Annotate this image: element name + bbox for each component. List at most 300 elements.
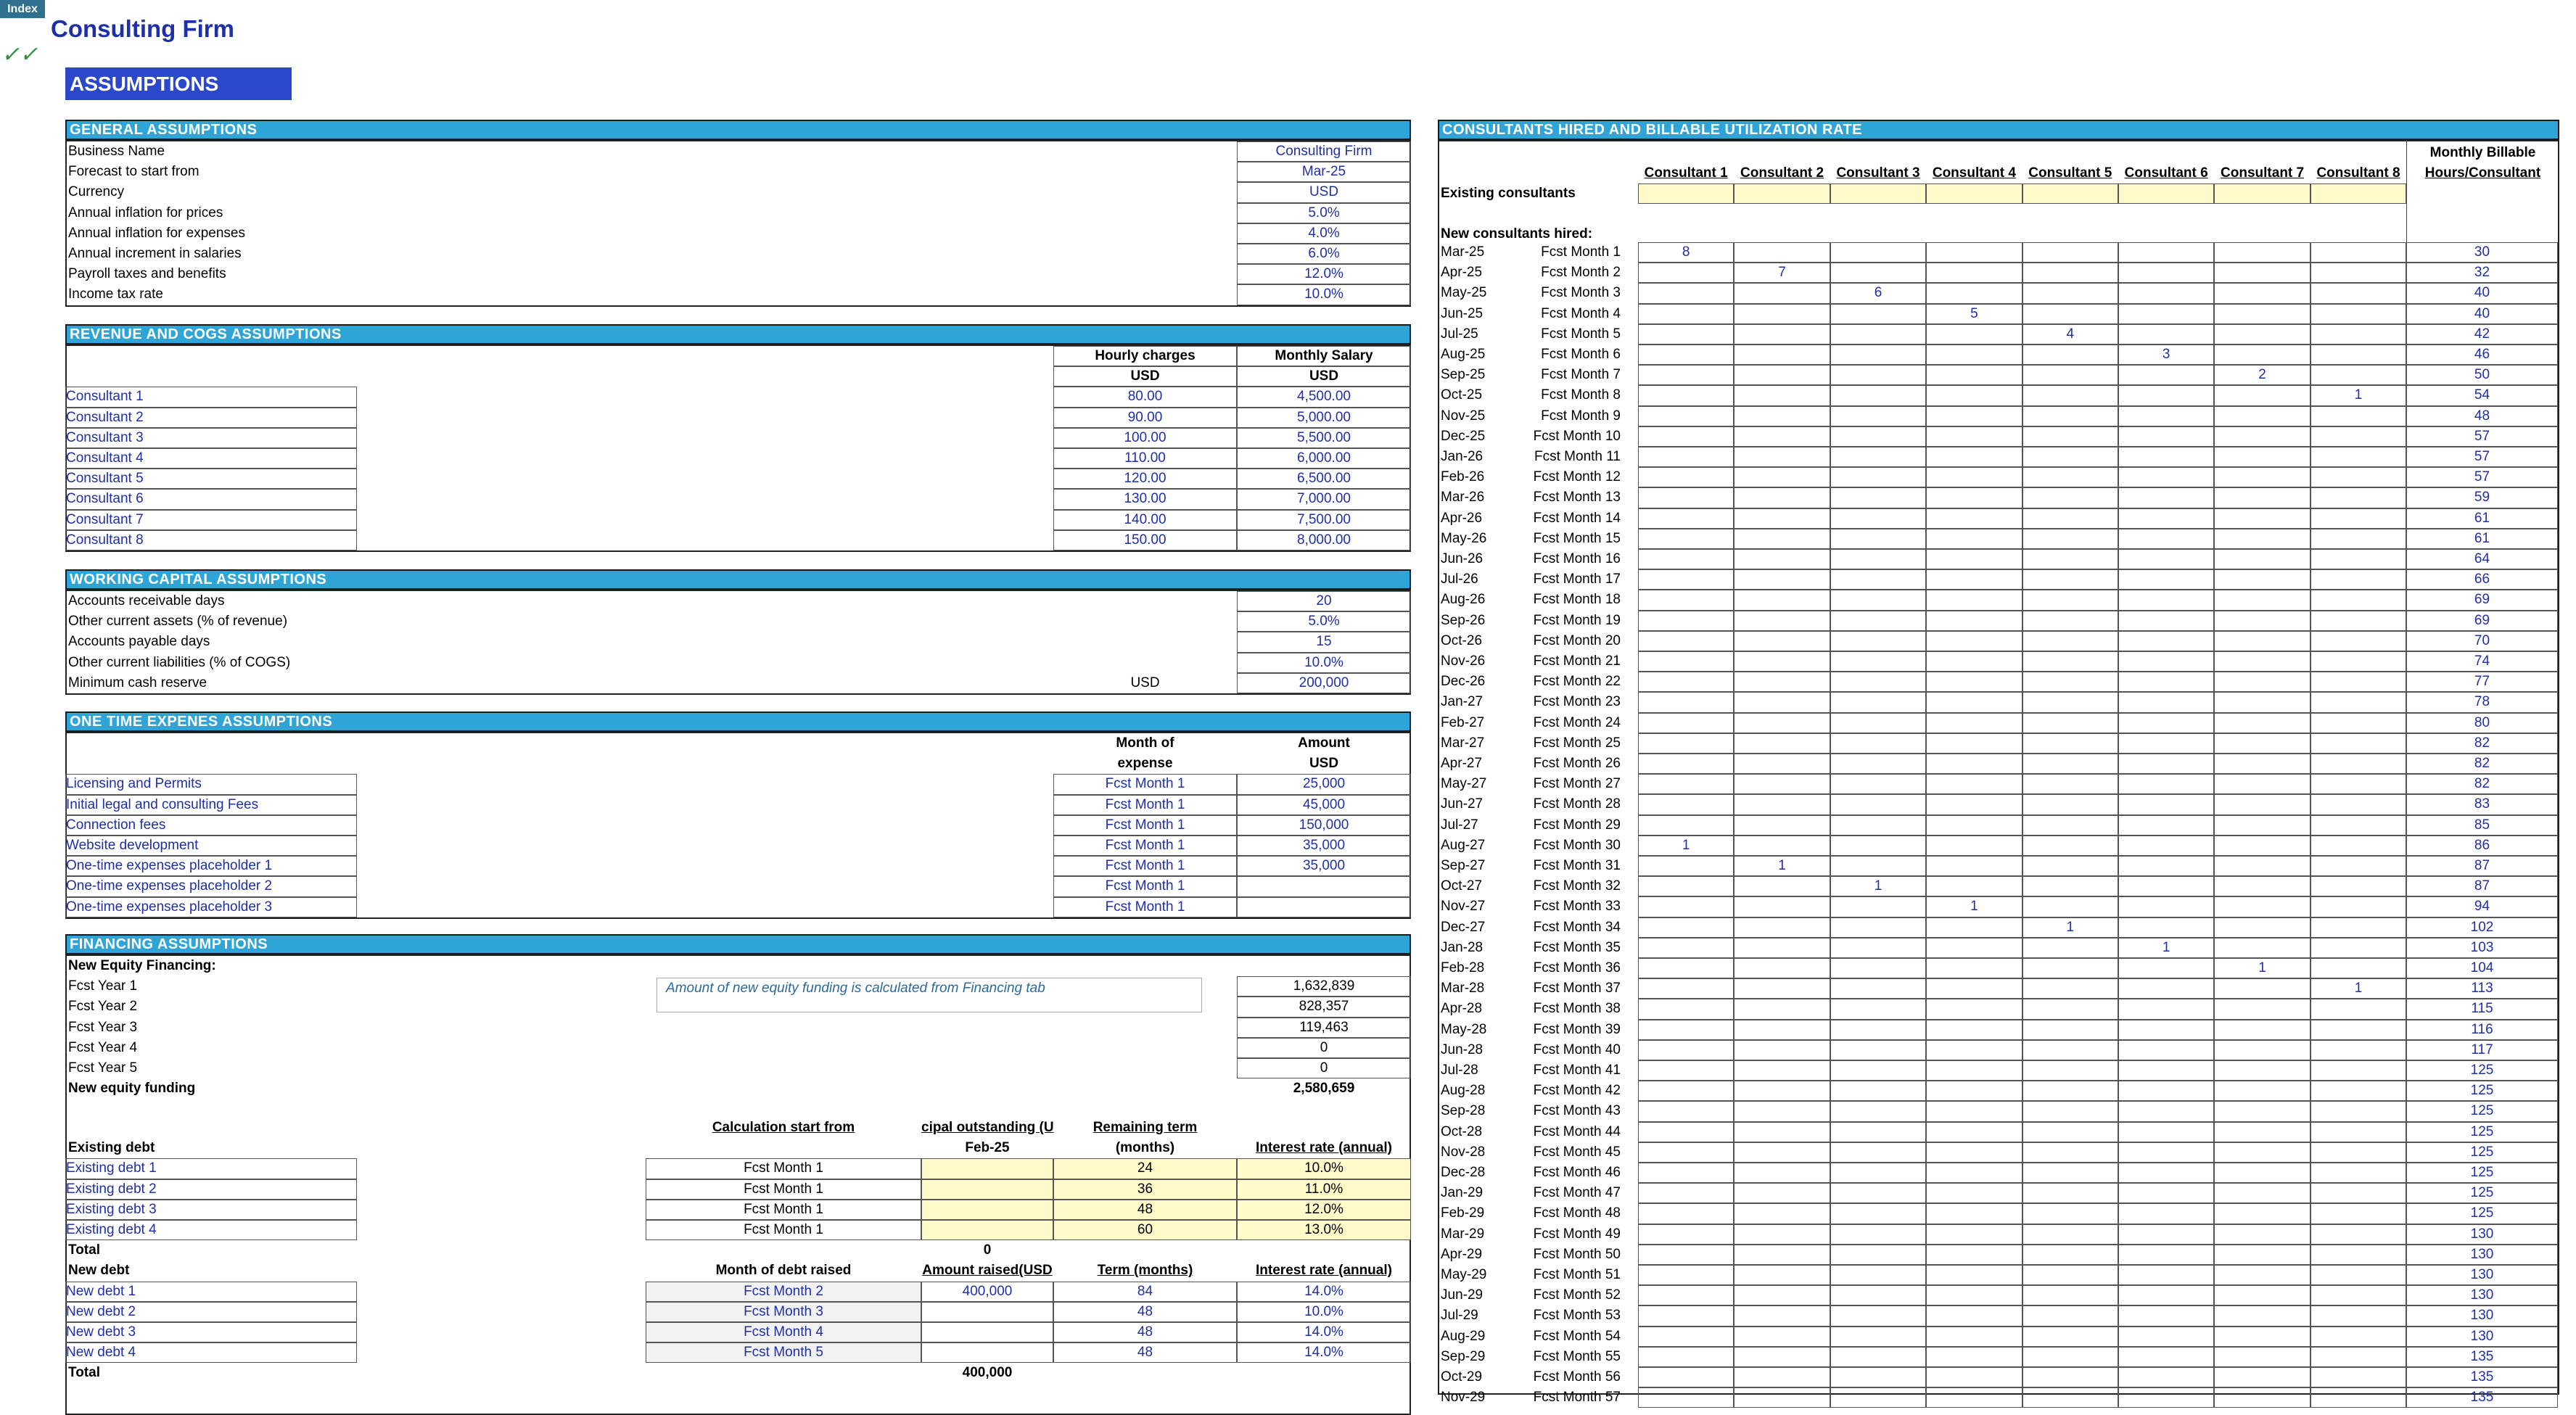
- consultant-hire-field[interactable]: [1734, 958, 1830, 978]
- consultant-hire-field[interactable]: [1638, 692, 1734, 712]
- consultant-hire-field[interactable]: [2022, 1040, 2118, 1060]
- new-debt-month-field[interactable]: Fcst Month 3: [646, 1302, 921, 1322]
- consultant-hire-field[interactable]: [1734, 815, 1830, 836]
- consultant-hire-field[interactable]: [1638, 1163, 1734, 1183]
- consultant-hire-field[interactable]: 3: [2118, 345, 2214, 365]
- consultant-hire-field[interactable]: [2022, 631, 2118, 651]
- billable-hours-field[interactable]: 61: [2406, 529, 2558, 549]
- consultant-hire-field[interactable]: [1830, 569, 1926, 590]
- consultant-hire-field[interactable]: [2214, 1142, 2310, 1163]
- consultant-hire-field[interactable]: [2310, 426, 2406, 447]
- consultant-hire-field[interactable]: [1638, 508, 1734, 529]
- consultant-hire-field[interactable]: [1734, 1245, 1830, 1265]
- consultant-hire-field[interactable]: [2118, 794, 2214, 814]
- consultant-hire-field[interactable]: [2214, 876, 2310, 896]
- consultant-hire-field[interactable]: [1734, 508, 1830, 529]
- consultant-hire-field[interactable]: [2118, 836, 2214, 856]
- consultant-hire-field[interactable]: [2214, 1327, 2310, 1347]
- consultant-hire-field[interactable]: [2118, 651, 2214, 672]
- consultant-hire-field[interactable]: [1734, 917, 1830, 938]
- consultant-hire-field[interactable]: [2214, 406, 2310, 426]
- billable-hours-field[interactable]: 130: [2406, 1224, 2558, 1245]
- consultant-hire-field[interactable]: [2310, 467, 2406, 487]
- consultant-hire-field[interactable]: [2118, 1101, 2214, 1121]
- consultant-hire-field[interactable]: [1830, 1265, 1926, 1285]
- consultant-hire-field[interactable]: [2022, 1081, 2118, 1101]
- consultant-hire-field[interactable]: [1734, 754, 1830, 774]
- hourly-charge-field[interactable]: 100.00: [1053, 428, 1237, 448]
- consultant-hire-field[interactable]: [2118, 1060, 2214, 1081]
- existing-debt-principal-field[interactable]: [921, 1220, 1053, 1240]
- consultant-hire-field[interactable]: [1638, 1347, 1734, 1367]
- consultant-hire-field[interactable]: [2214, 1040, 2310, 1060]
- consultant-hire-field[interactable]: [2310, 611, 2406, 631]
- consultant-hire-field[interactable]: [2214, 283, 2310, 303]
- consultant-hire-field[interactable]: [2118, 999, 2214, 1019]
- consultant-hire-field[interactable]: [2118, 590, 2214, 610]
- consultant-hire-field[interactable]: [1830, 978, 1926, 999]
- billable-hours-field[interactable]: 82: [2406, 733, 2558, 754]
- consultant-hire-field[interactable]: [1638, 733, 1734, 754]
- consultant-hire-field[interactable]: [2118, 1203, 2214, 1224]
- consultant-hire-field[interactable]: [2310, 856, 2406, 876]
- consultant-hire-field[interactable]: [1638, 529, 1734, 549]
- existing-consultant-field[interactable]: [1734, 183, 1830, 204]
- consultant-hire-field[interactable]: [1830, 1387, 1926, 1408]
- expense-month-field[interactable]: Fcst Month 1: [1053, 774, 1237, 794]
- consultant-hire-field[interactable]: [1734, 713, 1830, 733]
- billable-hours-field[interactable]: 116: [2406, 1020, 2558, 1040]
- consultant-hire-field[interactable]: [1638, 1367, 1734, 1387]
- consultant-hire-field[interactable]: [2214, 1245, 2310, 1265]
- consultant-hire-field[interactable]: [1926, 426, 2022, 447]
- billable-hours-field[interactable]: 130: [2406, 1285, 2558, 1305]
- existing-debt-rate-field[interactable]: 10.0%: [1237, 1158, 1411, 1179]
- consultant-hire-field[interactable]: [1830, 774, 1926, 794]
- consultant-hire-field[interactable]: [1830, 713, 1926, 733]
- consultant-hire-field[interactable]: [2118, 426, 2214, 447]
- consultant-hire-field[interactable]: [2310, 447, 2406, 467]
- billable-hours-field[interactable]: 130: [2406, 1265, 2558, 1285]
- monthly-salary-field[interactable]: 6,500.00: [1237, 469, 1411, 489]
- consultant-hire-field[interactable]: [2118, 958, 2214, 978]
- consultant-hire-field[interactable]: [1830, 345, 1926, 365]
- billable-hours-field[interactable]: 78: [2406, 692, 2558, 712]
- consultant-hire-field[interactable]: [2118, 447, 2214, 467]
- consultant-hire-field[interactable]: [1830, 896, 1926, 917]
- consultant-hire-field[interactable]: [2118, 1387, 2214, 1408]
- consultant-hire-field[interactable]: [1830, 631, 1926, 651]
- consultant-hire-field[interactable]: [2214, 754, 2310, 774]
- consultant-hire-field[interactable]: [1638, 1142, 1734, 1163]
- billable-hours-field[interactable]: 130: [2406, 1327, 2558, 1347]
- consultant-hire-field[interactable]: [2214, 815, 2310, 836]
- consultant-hire-field[interactable]: [1734, 242, 1830, 263]
- monthly-salary-field[interactable]: 6,000.00: [1237, 448, 1411, 469]
- consultant-hire-field[interactable]: [1926, 365, 2022, 385]
- hourly-charge-field[interactable]: 150.00: [1053, 530, 1237, 550]
- existing-debt-rate-field[interactable]: 12.0%: [1237, 1200, 1411, 1220]
- consultant-hire-field[interactable]: [2118, 508, 2214, 529]
- monthly-salary-field[interactable]: 5,500.00: [1237, 428, 1411, 448]
- consultant-hire-field[interactable]: [1926, 1347, 2022, 1367]
- consultant-hire-field[interactable]: [2214, 733, 2310, 754]
- consultant-hire-field[interactable]: [1734, 692, 1830, 712]
- consultant-hire-field[interactable]: [2310, 549, 2406, 569]
- billable-hours-field[interactable]: 64: [2406, 549, 2558, 569]
- billable-hours-field[interactable]: 54: [2406, 385, 2558, 405]
- consultant-hire-field[interactable]: [2310, 263, 2406, 283]
- consultant-hire-field[interactable]: [1638, 876, 1734, 896]
- consultant-hire-field[interactable]: [1638, 978, 1734, 999]
- consultant-hire-field[interactable]: [2214, 774, 2310, 794]
- general-row-value-field[interactable]: Mar-25: [1237, 162, 1411, 182]
- consultant-hire-field[interactable]: [2214, 447, 2310, 467]
- consultant-hire-field[interactable]: [2214, 1183, 2310, 1203]
- expense-month-field[interactable]: Fcst Month 1: [1053, 836, 1237, 856]
- existing-debt-principal-field[interactable]: [921, 1158, 1053, 1179]
- consultant-hire-field[interactable]: [2310, 1142, 2406, 1163]
- consultant-hire-field[interactable]: [1638, 385, 1734, 405]
- consultant-hire-field[interactable]: [2118, 1163, 2214, 1183]
- consultant-hire-field[interactable]: [1734, 1183, 1830, 1203]
- billable-hours-field[interactable]: 70: [2406, 631, 2558, 651]
- consultant-hire-field[interactable]: [2310, 345, 2406, 365]
- consultant-hire-field[interactable]: [1926, 1305, 2022, 1326]
- existing-debt-rate-field[interactable]: 11.0%: [1237, 1179, 1411, 1200]
- consultant-hire-field[interactable]: [1830, 1163, 1926, 1183]
- consultant-hire-field[interactable]: [2022, 1183, 2118, 1203]
- consultant-hire-field[interactable]: [2118, 917, 2214, 938]
- consultant-hire-field[interactable]: [2310, 1122, 2406, 1142]
- consultant-hire-field[interactable]: [1926, 324, 2022, 345]
- consultant-hire-field[interactable]: [1926, 611, 2022, 631]
- consultant-hire-field[interactable]: [2214, 1387, 2310, 1408]
- consultant-hire-field[interactable]: [2310, 406, 2406, 426]
- consultant-hire-field[interactable]: [1638, 1245, 1734, 1265]
- consultant-hire-field[interactable]: [1926, 1163, 2022, 1183]
- consultant-hire-field[interactable]: [2022, 263, 2118, 283]
- expense-amount-field[interactable]: [1237, 897, 1411, 917]
- consultant-hire-field[interactable]: [1734, 283, 1830, 303]
- consultant-hire-field[interactable]: [2214, 651, 2310, 672]
- consultant-hire-field[interactable]: [2118, 1142, 2214, 1163]
- consultant-hire-field[interactable]: [1638, 713, 1734, 733]
- billable-hours-field[interactable]: 87: [2406, 856, 2558, 876]
- consultant-hire-field[interactable]: [1638, 611, 1734, 631]
- consultant-hire-field[interactable]: [1734, 1387, 1830, 1408]
- consultant-hire-field[interactable]: [2310, 1367, 2406, 1387]
- consultant-hire-field[interactable]: [1734, 672, 1830, 692]
- consultant-hire-field[interactable]: [1926, 1387, 2022, 1408]
- billable-hours-field[interactable]: 130: [2406, 1245, 2558, 1265]
- consultant-hire-field[interactable]: 1: [2310, 978, 2406, 999]
- new-debt-term-field[interactable]: 48: [1053, 1342, 1237, 1363]
- billable-hours-field[interactable]: 57: [2406, 467, 2558, 487]
- consultant-hire-field[interactable]: [2214, 1265, 2310, 1285]
- new-debt-term-field[interactable]: 84: [1053, 1282, 1237, 1302]
- billable-hours-field[interactable]: 50: [2406, 365, 2558, 385]
- consultant-hire-field[interactable]: [1638, 999, 1734, 1019]
- consultant-hire-field[interactable]: [1734, 1020, 1830, 1040]
- consultant-hire-field[interactable]: [1734, 304, 1830, 324]
- consultant-hire-field[interactable]: [2022, 978, 2118, 999]
- consultant-hire-field[interactable]: [2118, 692, 2214, 712]
- consultant-hire-field[interactable]: [2118, 1081, 2214, 1101]
- monthly-salary-field[interactable]: 7,000.00: [1237, 489, 1411, 509]
- consultant-hire-field[interactable]: [2022, 713, 2118, 733]
- consultant-hire-field[interactable]: [2022, 1265, 2118, 1285]
- consultant-hire-field[interactable]: [2022, 1224, 2118, 1245]
- consultant-hire-field[interactable]: [1926, 467, 2022, 487]
- consultant-hire-field[interactable]: [2310, 1347, 2406, 1367]
- consultant-hire-field[interactable]: [1734, 569, 1830, 590]
- consultant-hire-field[interactable]: 1: [1830, 876, 1926, 896]
- consultant-hire-field[interactable]: [1926, 1203, 2022, 1224]
- consultant-hire-field[interactable]: [1734, 406, 1830, 426]
- new-debt-rate-field[interactable]: 14.0%: [1237, 1322, 1411, 1342]
- consultant-hire-field[interactable]: [1734, 836, 1830, 856]
- existing-debt-rate-field[interactable]: 13.0%: [1237, 1220, 1411, 1240]
- consultant-hire-field[interactable]: [2118, 733, 2214, 754]
- consultant-hire-field[interactable]: [2214, 631, 2310, 651]
- consultant-hire-field[interactable]: [1734, 1367, 1830, 1387]
- consultant-hire-field[interactable]: [1734, 487, 1830, 508]
- consultant-hire-field[interactable]: [1926, 1040, 2022, 1060]
- consultant-hire-field[interactable]: [1830, 1203, 1926, 1224]
- monthly-salary-field[interactable]: 7,500.00: [1237, 510, 1411, 530]
- consultant-hire-field[interactable]: [1830, 836, 1926, 856]
- consultant-hire-field[interactable]: [2310, 754, 2406, 774]
- consultant-hire-field[interactable]: [2310, 1203, 2406, 1224]
- consultant-hire-field[interactable]: [1830, 1183, 1926, 1203]
- consultant-hire-field[interactable]: [2022, 1327, 2118, 1347]
- consultant-hire-field[interactable]: [2118, 365, 2214, 385]
- consultant-hire-field[interactable]: [2118, 631, 2214, 651]
- consultant-hire-field[interactable]: [2310, 876, 2406, 896]
- consultant-hire-field[interactable]: [2310, 569, 2406, 590]
- billable-hours-field[interactable]: 103: [2406, 938, 2558, 958]
- consultant-hire-field[interactable]: [1926, 345, 2022, 365]
- consultant-hire-field[interactable]: 1: [2022, 917, 2118, 938]
- consultant-hire-field[interactable]: [2022, 1387, 2118, 1408]
- consultant-hire-field[interactable]: [2118, 549, 2214, 569]
- new-debt-rate-field[interactable]: 14.0%: [1237, 1342, 1411, 1363]
- consultant-hire-field[interactable]: [2214, 938, 2310, 958]
- consultant-hire-field[interactable]: [1734, 1142, 1830, 1163]
- consultant-hire-field[interactable]: [1734, 794, 1830, 814]
- consultant-hire-field[interactable]: [2214, 1122, 2310, 1142]
- consultant-hire-field[interactable]: [1830, 487, 1926, 508]
- billable-hours-field[interactable]: 135: [2406, 1367, 2558, 1387]
- billable-hours-field[interactable]: 85: [2406, 815, 2558, 836]
- consultant-hire-field[interactable]: [1830, 385, 1926, 405]
- existing-debt-start-field[interactable]: Fcst Month 1: [646, 1179, 921, 1200]
- consultant-hire-field[interactable]: [2214, 692, 2310, 712]
- consultant-hire-field[interactable]: [2214, 467, 2310, 487]
- consultant-hire-field[interactable]: [1734, 978, 1830, 999]
- consultant-hire-field[interactable]: [1830, 917, 1926, 938]
- consultant-hire-field[interactable]: [1638, 345, 1734, 365]
- billable-hours-field[interactable]: 125: [2406, 1142, 2558, 1163]
- consultant-hire-field[interactable]: [2310, 631, 2406, 651]
- consultant-hire-field[interactable]: [1926, 1224, 2022, 1245]
- consultant-hire-field[interactable]: [2022, 938, 2118, 958]
- consultant-hire-field[interactable]: [1926, 978, 2022, 999]
- consultant-hire-field[interactable]: [2118, 1224, 2214, 1245]
- consultant-hire-field[interactable]: [1926, 917, 2022, 938]
- consultant-hire-field[interactable]: [1926, 856, 2022, 876]
- consultant-hire-field[interactable]: [1830, 999, 1926, 1019]
- hourly-charge-field[interactable]: 120.00: [1053, 469, 1237, 489]
- consultant-hire-field[interactable]: [2310, 815, 2406, 836]
- consultant-hire-field[interactable]: [1830, 242, 1926, 263]
- consultant-hire-field[interactable]: [2118, 263, 2214, 283]
- consultant-hire-field[interactable]: [1734, 1347, 1830, 1367]
- consultant-hire-field[interactable]: [2022, 406, 2118, 426]
- consultant-hire-field[interactable]: [2022, 1285, 2118, 1305]
- consultant-hire-field[interactable]: [2310, 529, 2406, 549]
- consultant-hire-field[interactable]: [2118, 896, 2214, 917]
- consultant-hire-field[interactable]: [1830, 447, 1926, 467]
- consultant-hire-field[interactable]: [1830, 938, 1926, 958]
- consultant-hire-field[interactable]: [1638, 651, 1734, 672]
- consultant-hire-field[interactable]: [1926, 938, 2022, 958]
- consultant-hire-field[interactable]: [2310, 896, 2406, 917]
- consultant-hire-field[interactable]: [2022, 242, 2118, 263]
- working-capital-value-field[interactable]: 200,000: [1237, 673, 1411, 693]
- consultant-hire-field[interactable]: [2214, 487, 2310, 508]
- expense-month-field[interactable]: Fcst Month 1: [1053, 815, 1237, 836]
- consultant-hire-field[interactable]: [1830, 733, 1926, 754]
- consultant-hire-field[interactable]: [1830, 958, 1926, 978]
- consultant-hire-field[interactable]: [1638, 815, 1734, 836]
- consultant-hire-field[interactable]: [1926, 794, 2022, 814]
- consultant-hire-field[interactable]: [2214, 794, 2310, 814]
- consultant-hire-field[interactable]: [1926, 447, 2022, 467]
- consultant-hire-field[interactable]: [2214, 836, 2310, 856]
- consultant-hire-field[interactable]: [2022, 1305, 2118, 1326]
- consultant-hire-field[interactable]: [2022, 815, 2118, 836]
- new-debt-term-field[interactable]: 48: [1053, 1302, 1237, 1322]
- consultant-hire-field[interactable]: [1638, 304, 1734, 324]
- billable-hours-field[interactable]: 86: [2406, 836, 2558, 856]
- consultant-hire-field[interactable]: [2118, 1367, 2214, 1387]
- consultant-hire-field[interactable]: [2310, 672, 2406, 692]
- consultant-hire-field[interactable]: [2214, 1305, 2310, 1326]
- billable-hours-field[interactable]: 83: [2406, 794, 2558, 814]
- consultant-hire-field[interactable]: [1638, 426, 1734, 447]
- consultant-hire-field[interactable]: [2022, 774, 2118, 794]
- consultant-hire-field[interactable]: [2310, 1101, 2406, 1121]
- existing-debt-term-field[interactable]: 48: [1053, 1200, 1237, 1220]
- billable-hours-field[interactable]: 48: [2406, 406, 2558, 426]
- new-debt-month-field[interactable]: Fcst Month 5: [646, 1342, 921, 1363]
- expense-amount-field[interactable]: 35,000: [1237, 836, 1411, 856]
- consultant-hire-field[interactable]: [1638, 672, 1734, 692]
- consultant-hire-field[interactable]: [1830, 1122, 1926, 1142]
- billable-hours-field[interactable]: 135: [2406, 1387, 2558, 1408]
- consultant-hire-field[interactable]: [1734, 999, 1830, 1019]
- consultant-hire-field[interactable]: [1638, 917, 1734, 938]
- consultant-hire-field[interactable]: [2310, 692, 2406, 712]
- consultant-hire-field[interactable]: [1638, 447, 1734, 467]
- consultant-hire-field[interactable]: 1: [1926, 896, 2022, 917]
- consultant-hire-field[interactable]: [1734, 426, 1830, 447]
- consultant-hire-field[interactable]: [1926, 1101, 2022, 1121]
- consultant-hire-field[interactable]: [1926, 876, 2022, 896]
- consultant-hire-field[interactable]: [1638, 324, 1734, 345]
- consultant-hire-field[interactable]: [1830, 754, 1926, 774]
- monthly-salary-field[interactable]: 8,000.00: [1237, 530, 1411, 550]
- consultant-hire-field[interactable]: [2214, 426, 2310, 447]
- consultant-hire-field[interactable]: [2214, 263, 2310, 283]
- billable-hours-field[interactable]: 125: [2406, 1183, 2558, 1203]
- billable-hours-field[interactable]: 104: [2406, 958, 2558, 978]
- consultant-hire-field[interactable]: [2118, 406, 2214, 426]
- billable-hours-field[interactable]: 59: [2406, 487, 2558, 508]
- consultant-hire-field[interactable]: [1638, 856, 1734, 876]
- consultant-hire-field[interactable]: [2022, 836, 2118, 856]
- consultant-hire-field[interactable]: 7: [1734, 263, 1830, 283]
- consultant-hire-field[interactable]: [2310, 958, 2406, 978]
- billable-hours-field[interactable]: 42: [2406, 324, 2558, 345]
- consultant-hire-field[interactable]: [1638, 938, 1734, 958]
- existing-debt-start-field[interactable]: Fcst Month 1: [646, 1200, 921, 1220]
- consultant-hire-field[interactable]: [2118, 754, 2214, 774]
- consultant-hire-field[interactable]: [2022, 754, 2118, 774]
- consultant-hire-field[interactable]: [2214, 1163, 2310, 1183]
- existing-consultant-field[interactable]: [2022, 183, 2118, 204]
- consultant-hire-field[interactable]: [1926, 569, 2022, 590]
- consultant-hire-field[interactable]: [1734, 1060, 1830, 1081]
- existing-consultant-field[interactable]: [2214, 183, 2310, 204]
- billable-hours-field[interactable]: 87: [2406, 876, 2558, 896]
- consultant-hire-field[interactable]: [1638, 1327, 1734, 1347]
- existing-debt-principal-field[interactable]: [921, 1179, 1053, 1200]
- consultant-hire-field[interactable]: [1734, 447, 1830, 467]
- consultant-hire-field[interactable]: [1638, 1081, 1734, 1101]
- consultant-hire-field[interactable]: [1638, 896, 1734, 917]
- consultant-hire-field[interactable]: [1830, 590, 1926, 610]
- consultant-hire-field[interactable]: [1638, 1224, 1734, 1245]
- consultant-hire-field[interactable]: [2118, 385, 2214, 405]
- consultant-hire-field[interactable]: [1926, 958, 2022, 978]
- consultant-hire-field[interactable]: [1734, 1285, 1830, 1305]
- billable-hours-field[interactable]: 117: [2406, 1040, 2558, 1060]
- consultant-hire-field[interactable]: 1: [2214, 958, 2310, 978]
- consultant-hire-field[interactable]: [2022, 999, 2118, 1019]
- consultant-hire-field[interactable]: [1830, 651, 1926, 672]
- consultant-hire-field[interactable]: [1638, 1387, 1734, 1408]
- billable-hours-field[interactable]: 77: [2406, 672, 2558, 692]
- existing-debt-term-field[interactable]: 36: [1053, 1179, 1237, 1200]
- consultant-hire-field[interactable]: [2310, 1387, 2406, 1408]
- consultant-hire-field[interactable]: [1926, 406, 2022, 426]
- consultant-hire-field[interactable]: [1926, 1122, 2022, 1142]
- consultant-hire-field[interactable]: [2214, 590, 2310, 610]
- expense-amount-field[interactable]: 35,000: [1237, 856, 1411, 876]
- consultant-hire-field[interactable]: [1638, 549, 1734, 569]
- consultant-hire-field[interactable]: [1830, 1020, 1926, 1040]
- consultant-hire-field[interactable]: [2214, 508, 2310, 529]
- consultant-hire-field[interactable]: [1734, 733, 1830, 754]
- consultant-hire-field[interactable]: [2118, 1183, 2214, 1203]
- consultant-hire-field[interactable]: [1926, 672, 2022, 692]
- consultant-hire-field[interactable]: [2310, 1245, 2406, 1265]
- expense-month-field[interactable]: Fcst Month 1: [1053, 876, 1237, 896]
- consultant-hire-field[interactable]: 5: [1926, 304, 2022, 324]
